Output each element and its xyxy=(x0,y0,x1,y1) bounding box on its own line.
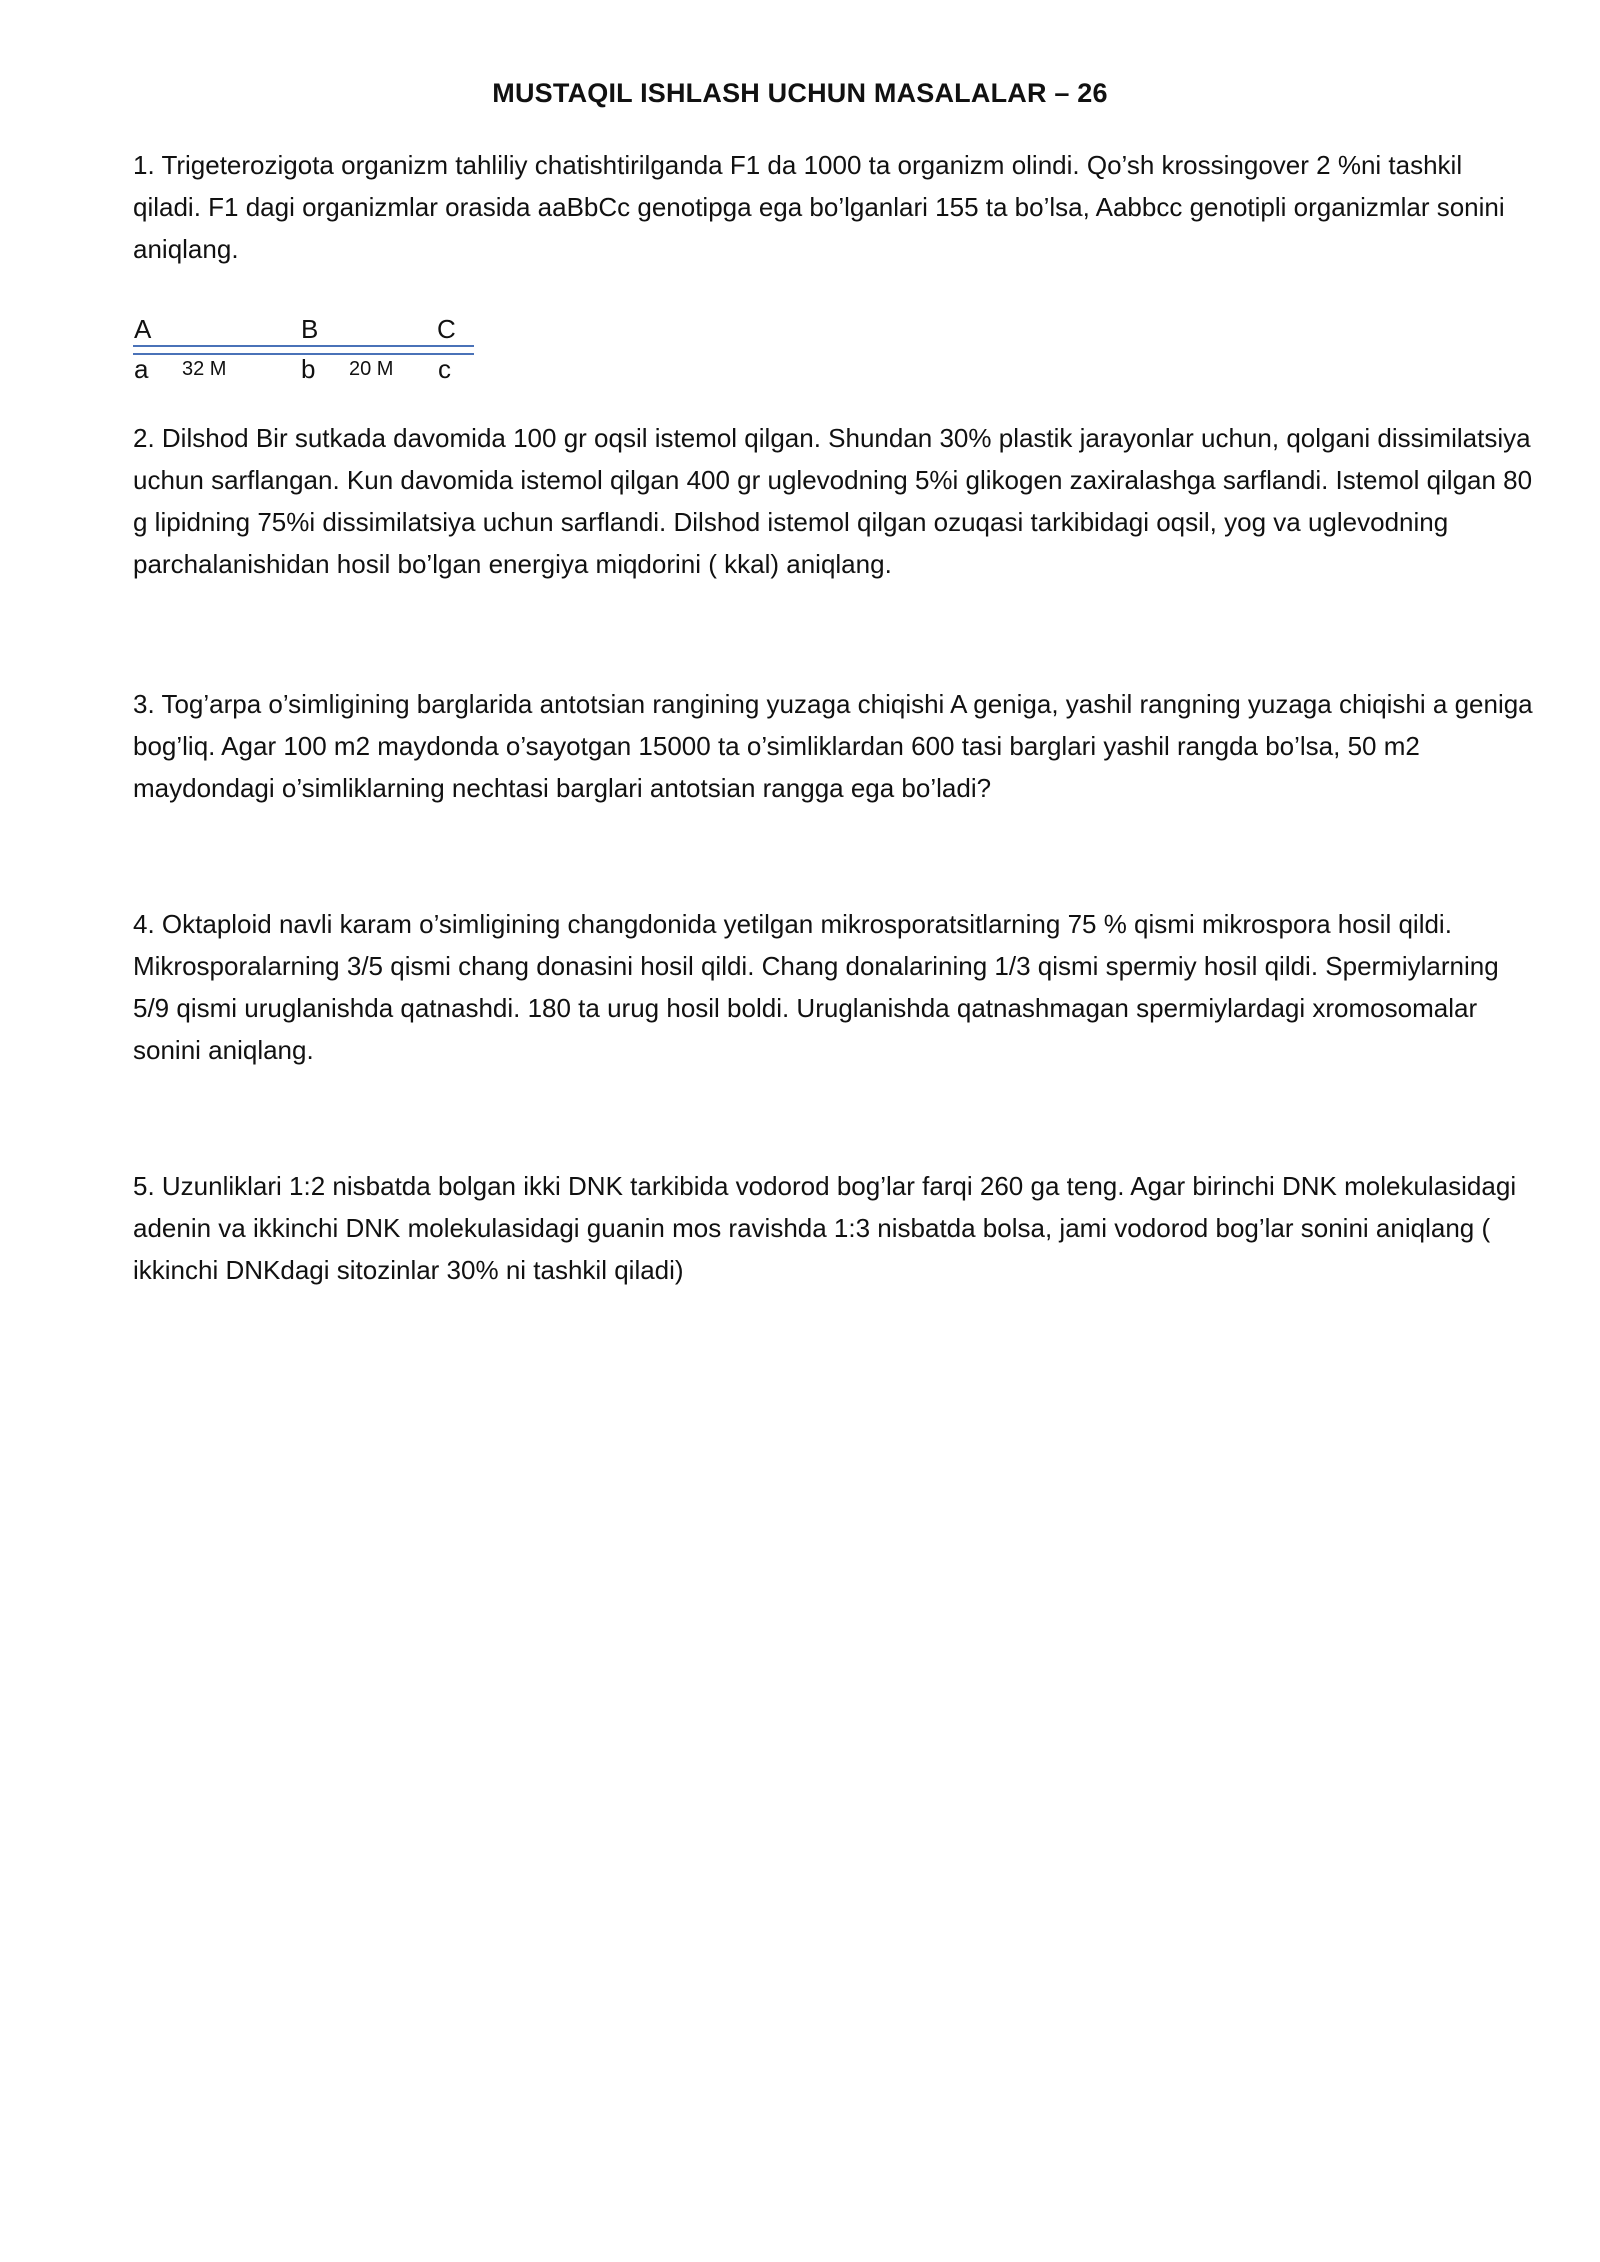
problem-2: 2. Dilshod Bir sutkada davomida 100 gr oqsil istemol qilgan. Shundan 30% plastik jarayonlar uchun, qolgani dissimilatsiya uchun sarflangan. Kun davomida istemol qilgan 400 gr uglevodning 5%i glikogen zaxiralashga sarflandi. Istemol qilgan 80 g lipidning 75%i dissimilatsiya uchun sarflandi. Dilshod istemol qilgan ozuqasi tarkibidagi oqsil, yog va uglevodning parchalanishidan hosil bo’lgan energiya miqdorini ( kkal) aniqlang. xyxy=(133,423,1533,579)
document-title: MUSTAQIL ISHLASH UCHUN MASALALAR – 26 xyxy=(492,78,1108,108)
problem-5: 5. Uzunliklari 1:2 nisbatda bolgan ikki DNK tarkibida vodorod bog’lar farqi 260 ga teng. Agar birinchi DNK molekulasidagi adenin va ikkinchi DNK molekulasidagi guanin mos ravishda 1:3 nisbatda bolsa, jami vodorod bog’lar sonini aniqlang ( ikkinchi DNKdagi sitozinlar 30% ni tashkil qiladi) xyxy=(133,1171,1517,1285)
gene-map-distance-ab: 32 M xyxy=(182,358,227,380)
chromosome-line-top xyxy=(133,345,474,347)
gene-map-allele-b: b xyxy=(301,354,316,384)
problem-1: 1. Trigeterozigota organizm tahliliy chatishtirilganda F1 da 1000 ta organizm olindi. Qo’sh krossingover 2 %ni tashkil qiladi. F1 dagi organizmlar orasida aaBbCc genotipga ega bo’lganlari 155 ta bo’lsa, Aabbcc genotipli organizmlar sonini aniqlang. xyxy=(133,150,1505,264)
problem-4: 4. Oktaploid navli karam o’simligining changdonida yetilgan mikrosporatsitlarning 75 % qismi mikrospora hosil qildi. Mikrosporalarning 3/5 qismi chang donasini hosil qildi. Chang donalarining 1/3 qismi spermiy hosil qildi. Spermiylarning 5/9 qismi uruglanishda qatnashdi. 180 ta urug hosil boldi. Uruglanishda qatnashmagan spermiylardagi xromosomalar sonini aniqlang. xyxy=(133,909,1499,1065)
gene-map-allele-a: a xyxy=(134,354,149,384)
gene-map-allele-c: c xyxy=(438,354,451,384)
gene-map-diagram xyxy=(133,310,483,390)
gene-map-distance-bc: 20 M xyxy=(349,358,394,380)
gene-map-allele-C: C xyxy=(437,314,456,344)
gene-map-allele-B: B xyxy=(301,314,319,344)
problem-3: 3. Tog’arpa o’simligining barglarida antotsian rangining yuzaga chiqishi A geniga, yashil rangning yuzaga chiqishi a geniga bog’liq. Agar 100 m2 maydonda o’sayotgan 15000 ta o’simliklardan 600 tasi barglari yashil rangda bo’lsa, 50 m2 maydondagi o’simliklarning nechtasi barglari antotsian rangga ega bo’ladi? xyxy=(133,689,1533,803)
gene-map-allele-A: A xyxy=(134,314,152,344)
